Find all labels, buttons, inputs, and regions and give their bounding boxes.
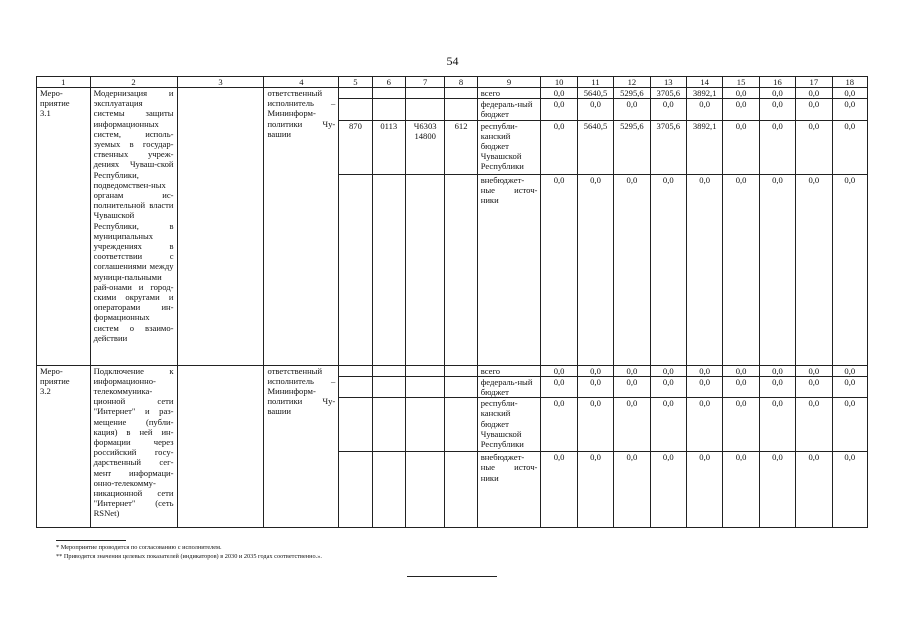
amount-cell: 0,0 bbox=[650, 365, 686, 376]
amount-cell: 0,0 bbox=[614, 398, 650, 452]
funding-source: республи-канский бюджет Чувашской Республики bbox=[477, 120, 541, 174]
amount-cell: 0,0 bbox=[832, 398, 867, 452]
amount-cell: 0,0 bbox=[759, 376, 795, 397]
amount-cell: 0,0 bbox=[723, 88, 759, 99]
bottom-rule bbox=[407, 576, 497, 577]
code-section bbox=[372, 99, 405, 120]
footnote-1: * Мероприятие проводится по согласованию с исполнителем. bbox=[56, 544, 222, 551]
funding-source: федераль-ный бюджет bbox=[477, 99, 541, 120]
amount-cell: 0,0 bbox=[759, 365, 795, 376]
amount-cell: 0,0 bbox=[541, 365, 577, 376]
code-expense-type bbox=[445, 99, 477, 120]
amount-cell: 0,0 bbox=[614, 452, 650, 528]
amount-cell: 0,0 bbox=[796, 88, 832, 99]
amount-cell: 0,0 bbox=[577, 398, 613, 452]
amount-cell: 0,0 bbox=[614, 376, 650, 397]
funding-source: всего bbox=[477, 365, 541, 376]
amount-cell: 0,0 bbox=[723, 452, 759, 528]
footnote-2: ** Приводятся значения целевых показателей (индикаторов) в 2030 и 2035 годах соответственно.». bbox=[56, 553, 322, 560]
amount-cell: 0,0 bbox=[832, 120, 867, 174]
amount-cell: 0,0 bbox=[541, 174, 577, 365]
header-cell: 10 bbox=[541, 77, 577, 88]
activity-id: Меро- приятие 3.2 bbox=[37, 365, 91, 528]
amount-cell: 3892,1 bbox=[686, 88, 722, 99]
footnotes bbox=[56, 540, 322, 561]
amount-cell: 0,0 bbox=[723, 376, 759, 397]
code-expense-type bbox=[445, 376, 477, 397]
table-row bbox=[37, 365, 868, 376]
header-cell: 17 bbox=[796, 77, 832, 88]
code-grbs bbox=[339, 398, 372, 452]
header-cell: 15 bbox=[723, 77, 759, 88]
amount-cell: 0,0 bbox=[541, 120, 577, 174]
amount-cell: 0,0 bbox=[723, 174, 759, 365]
activity-name: Подключение к информационно-телекоммуника-ционной сети "Интернет" и раз-мещение (публи-кация) в ней ин-формации через российский госу-дарственный сег-мент информаци-онно-телекомму-никационной сети "Интернет" (сеть RSNet) bbox=[90, 365, 177, 528]
amount-cell: 0,0 bbox=[832, 376, 867, 397]
amount-cell: 3892,1 bbox=[686, 120, 722, 174]
funding-source: федераль-ный бюджет bbox=[477, 376, 541, 397]
amount-cell: 0,0 bbox=[686, 174, 722, 365]
code-expense-type: 612 bbox=[445, 120, 477, 174]
funding-source: всего bbox=[477, 88, 541, 99]
activity-col3 bbox=[177, 365, 264, 528]
code-expense-type bbox=[445, 452, 477, 528]
amount-cell: 0,0 bbox=[832, 174, 867, 365]
page-number: 54 bbox=[446, 54, 459, 68]
amount-cell: 0,0 bbox=[759, 452, 795, 528]
amount-cell: 0,0 bbox=[796, 120, 832, 174]
amount-cell: 0,0 bbox=[759, 99, 795, 120]
code-target-article bbox=[405, 88, 444, 99]
code-expense-type bbox=[445, 174, 477, 365]
amount-cell: 0,0 bbox=[723, 398, 759, 452]
activity-id: Меро- приятие 3.1 bbox=[37, 88, 91, 366]
amount-cell: 0,0 bbox=[686, 99, 722, 120]
amount-cell: 0,0 bbox=[577, 174, 613, 365]
code-grbs bbox=[339, 99, 372, 120]
activity-name: Модернизация и эксплуатация системы защиты информационных систем, исполь-зуемых в государ-ственных учреж-дениях Чуваш-ской Республики, подведомствен-ных органам ис-полнительной власти Чувашской Республики, в муниципальных учреждениях в соответствии с соглашениями между муници-пальными рай-онами и город-скими округами и операторами ин-формационных систем о взаимо-действии bbox=[90, 88, 177, 366]
amount-cell: 0,0 bbox=[614, 174, 650, 365]
amount-cell: 0,0 bbox=[759, 88, 795, 99]
header-cell: 14 bbox=[686, 77, 722, 88]
amount-cell: 0,0 bbox=[686, 452, 722, 528]
responsible-executor: ответственный исполнитель – Мининформ-политики Чу-вашии bbox=[264, 88, 339, 366]
header-cell: 16 bbox=[759, 77, 795, 88]
header-cell: 18 bbox=[832, 77, 867, 88]
amount-cell: 0,0 bbox=[759, 398, 795, 452]
amount-cell: 0,0 bbox=[832, 88, 867, 99]
amount-cell: 0,0 bbox=[686, 376, 722, 397]
code-expense-type bbox=[445, 365, 477, 376]
header-cell: 3 bbox=[177, 77, 264, 88]
code-section bbox=[372, 398, 405, 452]
amount-cell: 0,0 bbox=[650, 398, 686, 452]
amount-cell: 0,0 bbox=[832, 99, 867, 120]
header-row bbox=[37, 77, 868, 88]
code-section bbox=[372, 88, 405, 99]
amount-cell: 0,0 bbox=[577, 99, 613, 120]
amount-cell: 0,0 bbox=[759, 174, 795, 365]
code-grbs bbox=[339, 88, 372, 99]
header-cell: 4 bbox=[264, 77, 339, 88]
amount-cell: 0,0 bbox=[723, 120, 759, 174]
header-cell: 7 bbox=[405, 77, 444, 88]
code-section bbox=[372, 376, 405, 397]
header-cell: 5 bbox=[339, 77, 372, 88]
amount-cell: 0,0 bbox=[614, 365, 650, 376]
code-target-article bbox=[405, 398, 444, 452]
amount-cell: 5295,6 bbox=[614, 120, 650, 174]
code-section: 0113 bbox=[372, 120, 405, 174]
amount-cell: 3705,6 bbox=[650, 88, 686, 99]
amount-cell: 0,0 bbox=[723, 99, 759, 120]
amount-cell: 0,0 bbox=[577, 376, 613, 397]
amount-cell: 0,0 bbox=[577, 452, 613, 528]
amount-cell: 0,0 bbox=[614, 99, 650, 120]
responsible-executor: ответственный исполнитель – Мининформ-политики Чу-вашии bbox=[264, 365, 339, 528]
amount-cell: 0,0 bbox=[577, 365, 613, 376]
code-target-article bbox=[405, 365, 444, 376]
footnote-rule bbox=[56, 540, 126, 541]
amount-cell: 0,0 bbox=[650, 174, 686, 365]
code-grbs bbox=[339, 174, 372, 365]
header-cell: 13 bbox=[650, 77, 686, 88]
header-cell: 11 bbox=[577, 77, 613, 88]
amount-cell: 0,0 bbox=[650, 452, 686, 528]
amount-cell: 0,0 bbox=[650, 376, 686, 397]
amount-cell: 0,0 bbox=[541, 88, 577, 99]
code-target-article bbox=[405, 452, 444, 528]
amount-cell: 5640,5 bbox=[577, 120, 613, 174]
amount-cell: 0,0 bbox=[796, 452, 832, 528]
header-cell: 6 bbox=[372, 77, 405, 88]
amount-cell: 0,0 bbox=[650, 99, 686, 120]
code-section bbox=[372, 174, 405, 365]
amount-cell: 0,0 bbox=[796, 398, 832, 452]
amount-cell: 5640,5 bbox=[577, 88, 613, 99]
code-grbs bbox=[339, 376, 372, 397]
code-target-article bbox=[405, 376, 444, 397]
header-cell: 8 bbox=[445, 77, 477, 88]
code-expense-type bbox=[445, 398, 477, 452]
amount-cell: 3705,6 bbox=[650, 120, 686, 174]
amount-cell: 0,0 bbox=[759, 120, 795, 174]
amount-cell: 0,0 bbox=[541, 398, 577, 452]
code-grbs: 870 bbox=[339, 120, 372, 174]
amount-cell: 0,0 bbox=[796, 365, 832, 376]
amount-cell: 0,0 bbox=[796, 99, 832, 120]
table-row bbox=[37, 88, 868, 99]
code-target-article: Ч6303 14800 bbox=[405, 120, 444, 174]
amount-cell: 0,0 bbox=[541, 99, 577, 120]
amount-cell: 0,0 bbox=[796, 174, 832, 365]
amount-cell: 5295,6 bbox=[614, 88, 650, 99]
header-cell: 2 bbox=[90, 77, 177, 88]
code-grbs bbox=[339, 365, 372, 376]
code-target-article bbox=[405, 174, 444, 365]
code-section bbox=[372, 365, 405, 376]
amount-cell: 0,0 bbox=[541, 452, 577, 528]
funding-source: внебюджет-ные источ-ники bbox=[477, 174, 541, 365]
code-grbs bbox=[339, 452, 372, 528]
amount-cell: 0,0 bbox=[796, 376, 832, 397]
code-target-article bbox=[405, 99, 444, 120]
amount-cell: 0,0 bbox=[541, 376, 577, 397]
amount-cell: 0,0 bbox=[832, 452, 867, 528]
amount-cell: 0,0 bbox=[723, 365, 759, 376]
funding-source: внебюджет-ные источ-ники bbox=[477, 452, 541, 528]
code-section bbox=[372, 452, 405, 528]
amount-cell: 0,0 bbox=[686, 365, 722, 376]
budget-table bbox=[36, 76, 868, 528]
header-cell: 9 bbox=[477, 77, 541, 88]
amount-cell: 0,0 bbox=[832, 365, 867, 376]
amount-cell: 0,0 bbox=[686, 398, 722, 452]
code-expense-type bbox=[445, 88, 477, 99]
activity-col3 bbox=[177, 88, 264, 366]
header-cell: 1 bbox=[37, 77, 91, 88]
funding-source: республи-канский бюджет Чувашской Республики bbox=[477, 398, 541, 452]
header-cell: 12 bbox=[614, 77, 650, 88]
